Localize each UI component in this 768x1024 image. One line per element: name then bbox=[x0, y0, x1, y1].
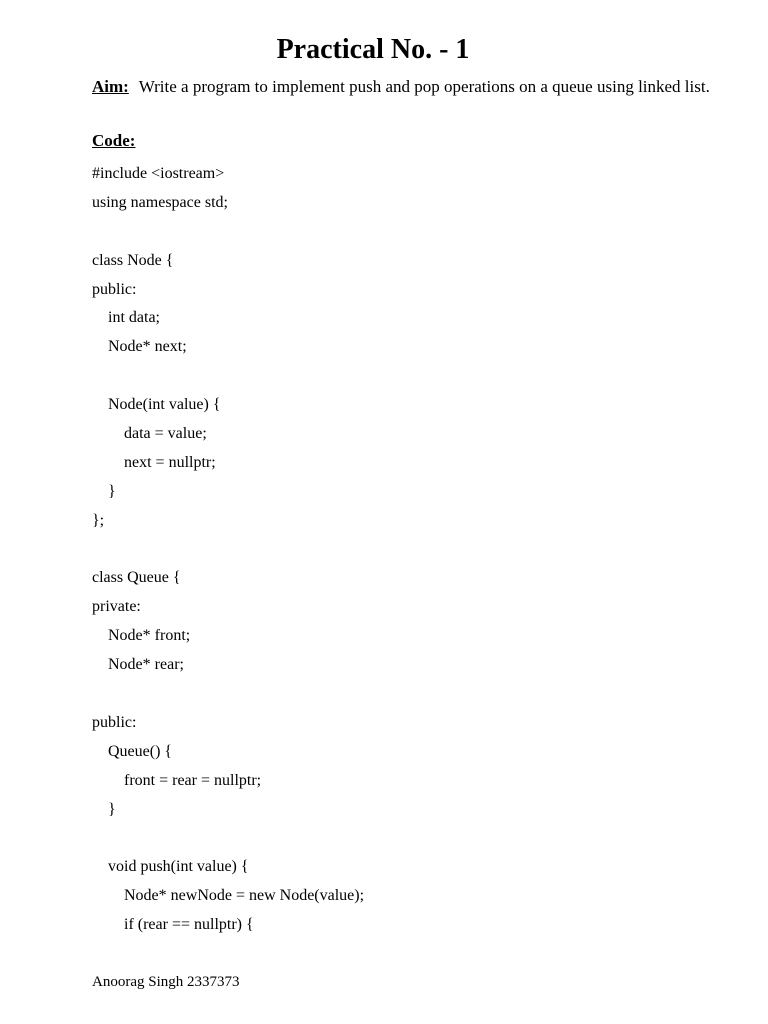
code-line: }; bbox=[92, 511, 105, 529]
code-line bbox=[92, 539, 712, 568]
code-line: Node* rear; bbox=[92, 656, 184, 674]
code-line: public: bbox=[92, 713, 137, 731]
code-line: using namespace std; bbox=[92, 193, 228, 211]
code-line: Node* newNode = new Node(value); bbox=[92, 887, 365, 905]
code-line: int data; bbox=[92, 309, 160, 327]
code-line: Queue() { bbox=[92, 742, 173, 760]
code-line: public: bbox=[92, 280, 137, 298]
code-line: class Node { bbox=[92, 251, 174, 269]
code-line: Node* next; bbox=[92, 338, 187, 356]
code-heading: Code: bbox=[92, 131, 136, 150]
code-line bbox=[92, 827, 712, 856]
page-title: Practical No. - 1 bbox=[276, 34, 470, 65]
aim-label: Aim: bbox=[92, 77, 129, 96]
code-line: if (rear == nullptr) { bbox=[92, 916, 254, 934]
code-line bbox=[92, 221, 712, 250]
code-line: Node* front; bbox=[92, 627, 191, 645]
code-line: class Queue { bbox=[92, 569, 181, 587]
code-line bbox=[92, 683, 712, 712]
code-line: next = nullptr; bbox=[92, 453, 216, 471]
code-line: private: bbox=[92, 598, 141, 616]
code-line: Node(int value) { bbox=[92, 396, 221, 414]
aim-text: Write a program to implement push and pop operations on a queue using linked list. bbox=[138, 77, 710, 96]
code-line: #include <iostream> bbox=[92, 165, 225, 182]
code-line: front = rear = nullptr; bbox=[92, 771, 262, 789]
code-line: } bbox=[92, 800, 116, 818]
code-block bbox=[92, 163, 712, 943]
code-line bbox=[92, 365, 712, 394]
aim-paragraph bbox=[92, 76, 722, 98]
code-line: } bbox=[92, 482, 116, 500]
page-footer: Anoorag Singh 2337373 bbox=[92, 974, 240, 990]
code-line: void push(int value) { bbox=[92, 858, 249, 876]
code-line: data = value; bbox=[92, 425, 207, 443]
